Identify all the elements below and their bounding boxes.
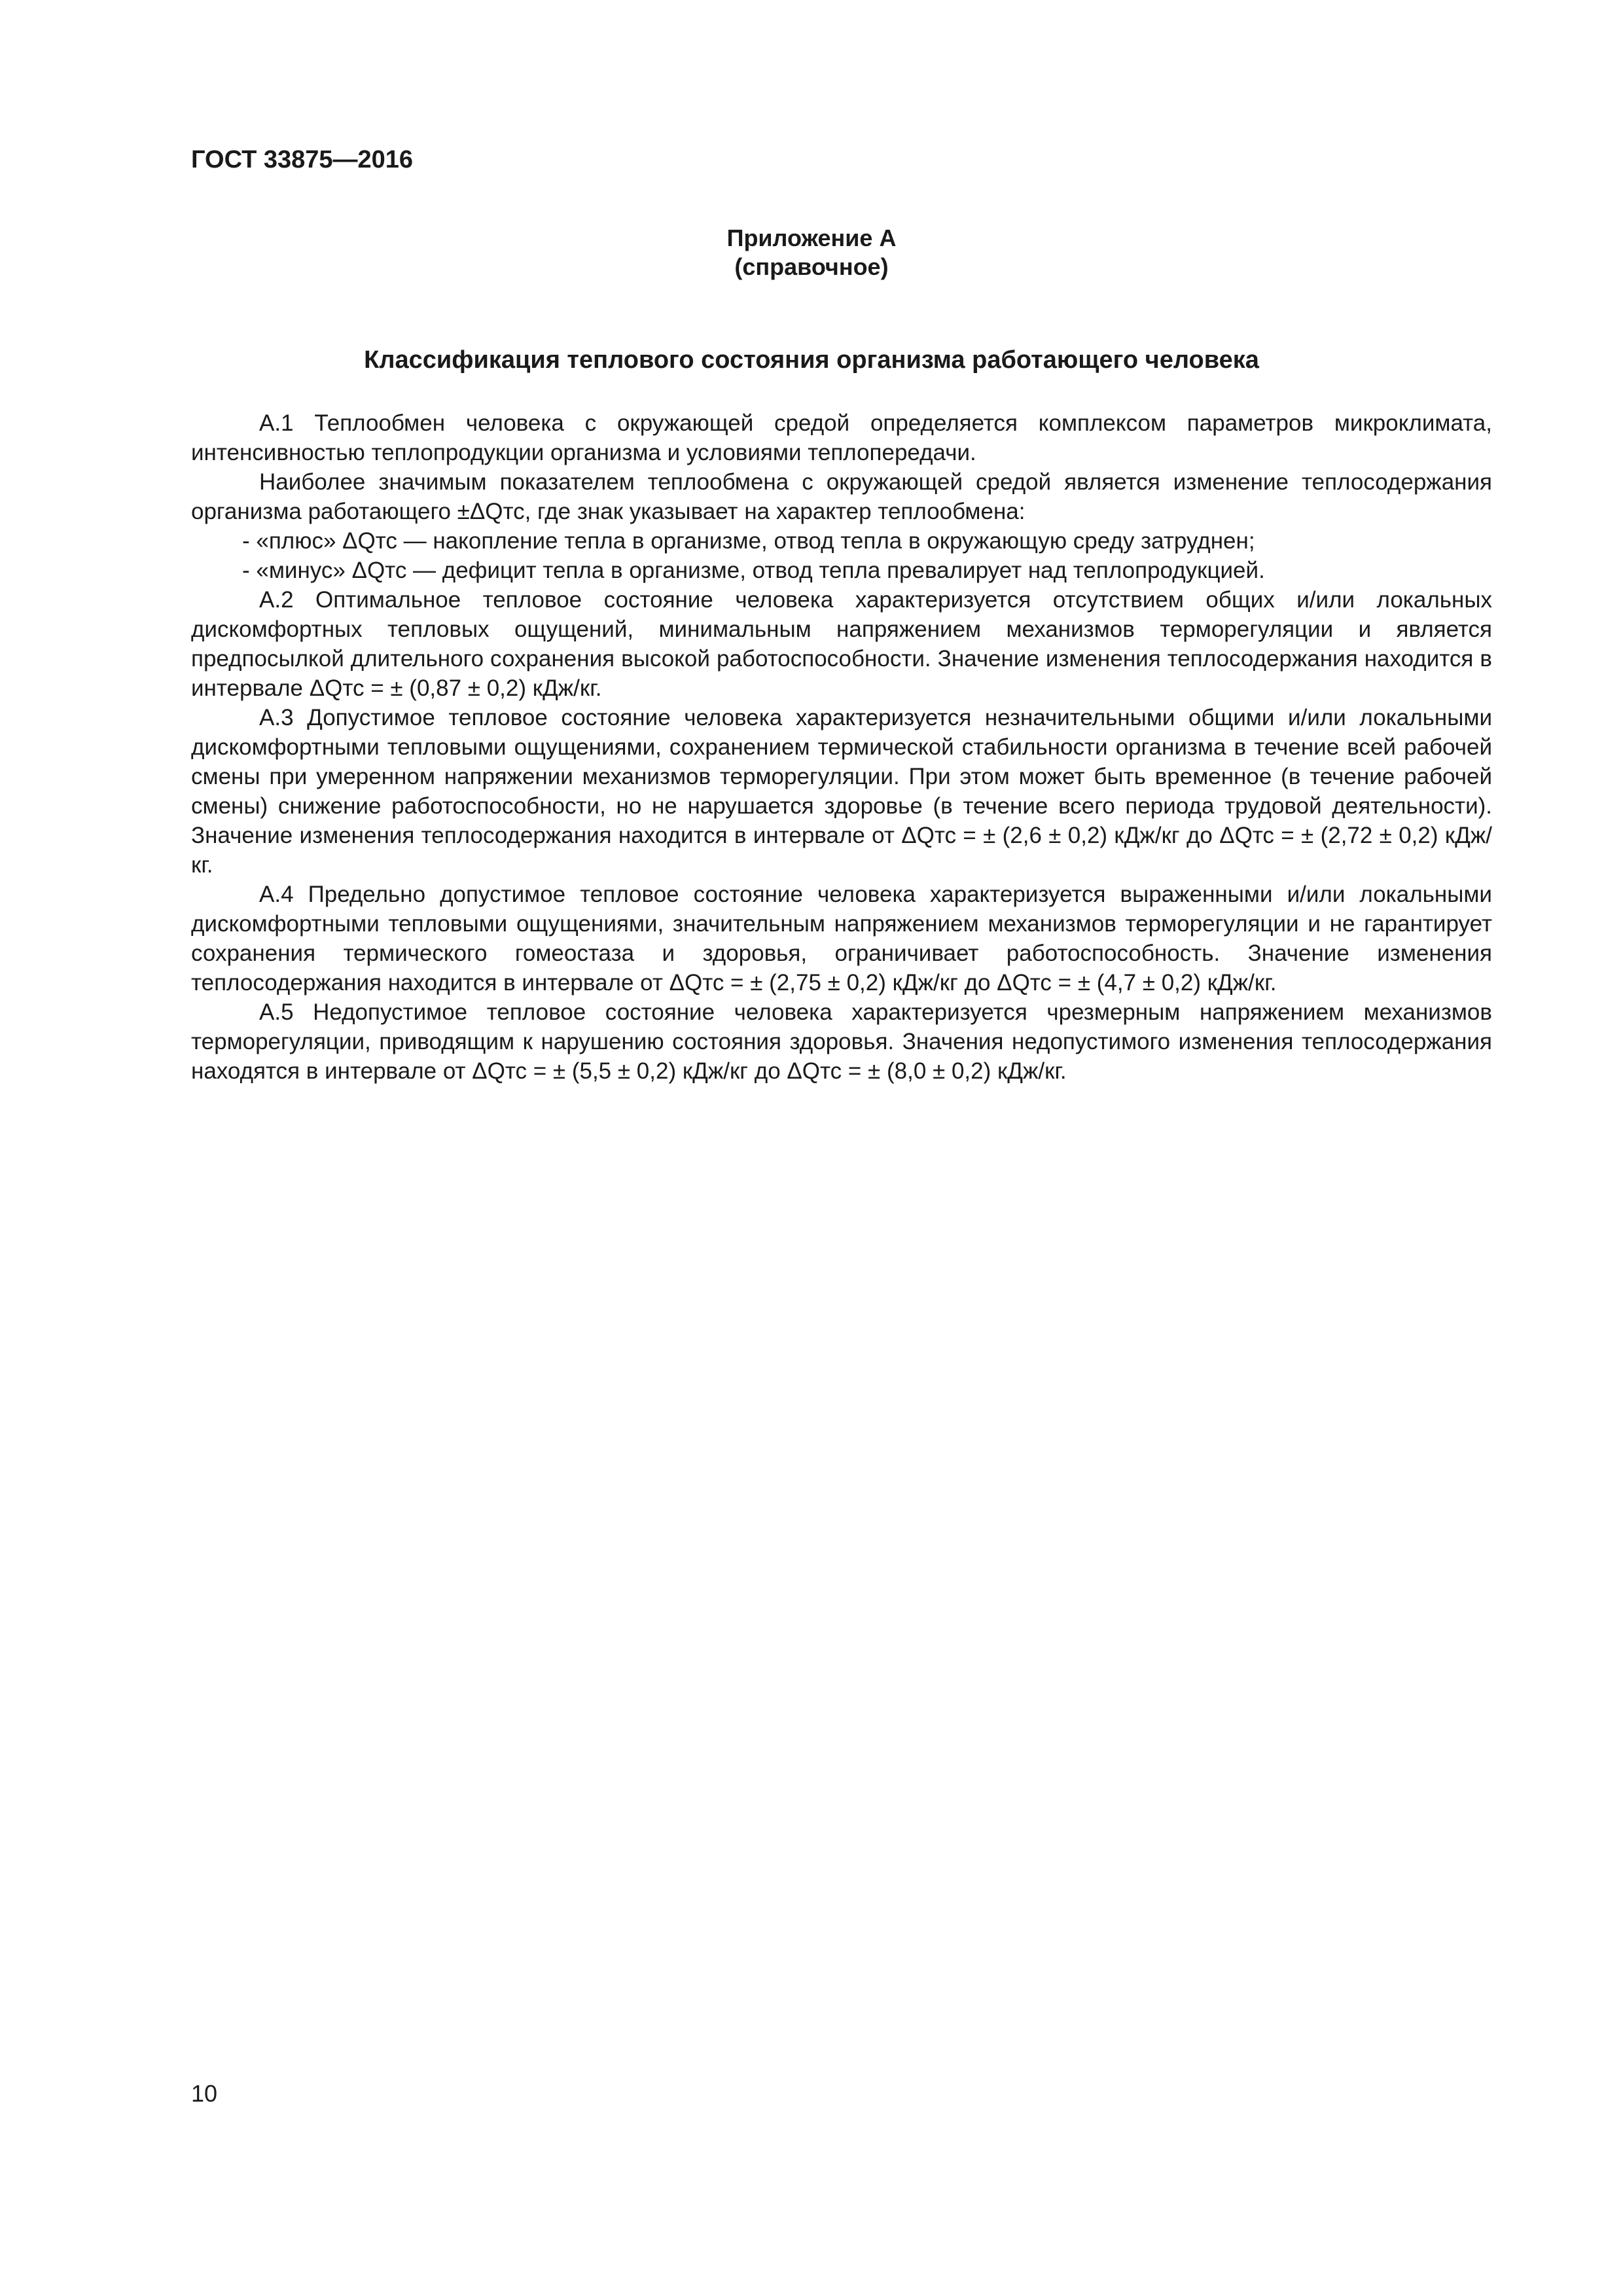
list-item-minus: - «минус» ΔQтс — дефицит тепла в организме, отвод тепла превалирует над теплопродукцией. [242,558,1265,583]
paragraph-a1: А.1 Теплообмен человека с окружающей средой определяется комплексом параметров микроклимата, интенсивностью теплопродукции организма и условиями теплопередачи. [191,410,1492,465]
paragraph-a3: А.3 Допустимое тепловое состояние человека характеризуется незначительными общими и/или локальными дискомфортными тепловыми ощущениями, сохранением термической стабильности организма в течение всей рабочей смены при умеренном напряжении механизмов терморегуляции. При этом может быть временное (в течение рабочей смены) снижение работоспособности, но не нарушается здоровье (в течение всего периода трудовой деятельности). Значение изменения теплосодержания находится в интервале от ΔQтс = ± (2,6 ± 0,2) кДж/кг до ΔQтс = ± (2,72 ± 0,2) кДж/кг. [191,705,1492,878]
list-item-plus: - «плюс» ΔQтс — накопление тепла в организме, отвод тепла в окружающую среду затруднен; [242,528,1255,554]
annex-label: Приложение А [726,224,897,251]
page-number: 10 [191,2080,218,2107]
paragraph-a4: А.4 Предельно допустимое тепловое состояние человека характеризуется выраженными и/или локальными дискомфортными тепловыми ощущениями, значительным напряжением механизмов терморегуляции и не гарантирует сохранения термического гомеостаза и здоровья, ограничивает работоспособность. Значение изменения теплосодержания находится в интервале от ΔQтс = ± (2,75 ± 0,2) кДж/кг до ΔQтс = ± (4,7 ± 0,2) кДж/кг. [191,882,1492,996]
paragraph-a5: А.5 Недопустимое тепловое состояние человека характеризуется чрезмерным напряжением механизмов терморегуляции, приводящим к нарушению состояния здоровья. Значения недопустимого изменения теплосодержания находятся в интервале от ΔQтс = ± (5,5 ± 0,2) кДж/кг до ΔQтс = ± (8,0 ± 0,2) кДж/кг. [191,999,1492,1084]
paragraph-a2: А.2 Оптимальное тепловое состояние человека характеризуется отсутствием общих и/или локальных дискомфортных тепловых ощущений, минимальным напряжением механизмов терморегуляции и является предпосылкой длительного сохранения высокой работоспособности. Значение изменения теплосодержания находится в интервале ΔQтс = ± (0,87 ± 0,2) кДж/кг. [191,587,1492,701]
annex-type: (справочное) [734,253,889,280]
document-body [191,408,1492,1086]
annex-heading [0,224,1623,281]
section-title: Классификация теплового состояния организма работающего человека [364,346,1259,374]
paragraph-indicator: Наиболее значимым показателем теплообмена с окружающей средой является изменение теплосодержания организма работающего ±ΔQтс, где знак указывает на характер теплообмена: [191,469,1492,524]
document-header: ГОСТ 33875—2016 [191,146,414,173]
